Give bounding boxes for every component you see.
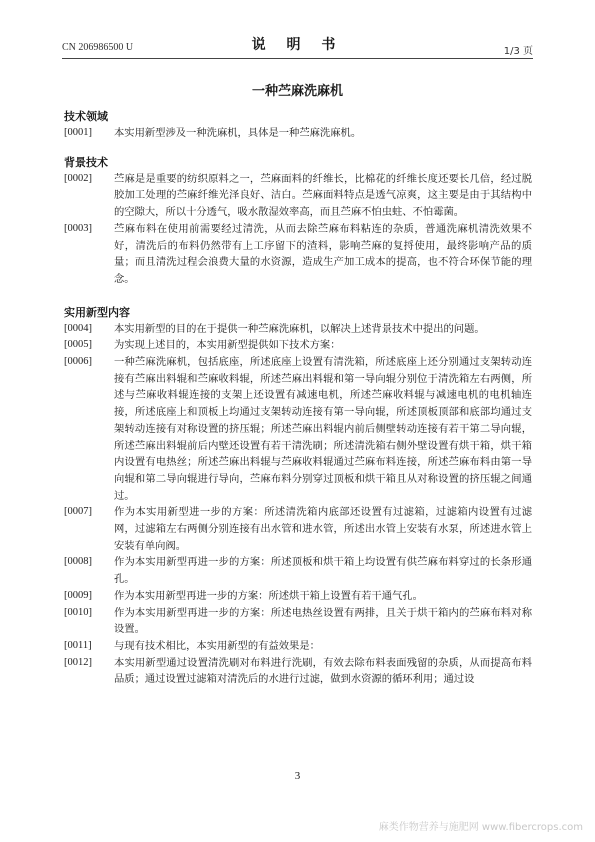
paragraph-text: 作为本实用新型再进一步的方案：所述顶板和烘干箱上均设置有供苎麻布料穿过的长条形通孔。	[114, 556, 532, 586]
paragraph	[64, 337, 532, 354]
section-tech-field: 技术领域	[64, 110, 108, 123]
paragraph	[64, 171, 532, 221]
page-number: 3	[294, 770, 301, 782]
section-content: 实用新型内容	[64, 305, 130, 319]
page-of: 1/3 页	[503, 46, 533, 57]
paragraph	[64, 221, 532, 288]
paragraph-number: [0002]	[64, 172, 92, 184]
paragraph-text: 苎麻布料在使用前需要经过清洗，从而去除苎麻布料粘连的杂质，普通洗麻机清洗效果不好，清洗后的布料仍然带有上工序留下的渣料，影响苎麻的复捋使用，最终影响产品的质量；而且清洗过程会浪费大量的水资源，造成生产加工成本的提高，也不符合环保节能的理念。	[114, 222, 532, 285]
header-title: 说 明 书	[251, 37, 344, 53]
paragraph-number: [0004]	[64, 322, 92, 334]
watermark: 麻类作物营养与施肥网 www.fibercrops.com	[378, 822, 583, 833]
paragraph	[64, 125, 532, 142]
paragraph-text: 作为本实用新型进一步的方案：所述清洗箱内底部还设置有过滤箱，过滤箱内设置有过滤网，过滤箱左右两侧分别连接有出水管和进水管，所述出水管上安装有水泵，所述进水管上安装有单向阀。	[114, 506, 532, 552]
paragraph-number: [0009]	[64, 589, 92, 601]
document-body	[64, 108, 532, 688]
paragraph-number: [0001]	[64, 127, 92, 138]
paragraph	[64, 655, 532, 688]
paragraph-number: [0007]	[64, 506, 92, 518]
paragraph-number: [0012]	[64, 656, 92, 668]
doc-title: 一种苎麻洗麻机	[251, 84, 343, 99]
paragraph	[64, 554, 532, 587]
paragraph-text: 作为本实用新型再进一步的方案：所述电热丝设置有两排，且关于烘干箱内的苎麻布料对称设置。	[114, 606, 532, 636]
paragraph-text: 为实现上述目的，本实用新型提供如下技术方案：	[114, 339, 341, 352]
paragraph-text: 本实用新型通过设置清洗刷对布料进行洗刷，有效去除布料表面残留的杂质，从而提高布料品质；通过设置过滤箱对清洗后的水进行过滤，做到水资源的循环利用；通过设	[114, 656, 532, 686]
paragraph	[64, 321, 532, 338]
header-divider	[62, 58, 533, 59]
section-background: 背景技术	[64, 155, 108, 169]
paragraph-text: 本实用新型涉及一种洗麻机，具体是一种苎麻洗麻机。	[114, 127, 362, 139]
paragraph	[64, 354, 532, 504]
paragraph-text: 本实用新型的目的在于提供一种苎麻洗麻机，以解决上述背景技术中提出的问题。	[114, 322, 485, 335]
paragraph	[64, 638, 532, 655]
doc-number: CN 206986500 U	[62, 42, 134, 53]
paragraph-number: [0006]	[64, 356, 92, 368]
page-header	[62, 34, 533, 56]
paragraph-number: [0005]	[64, 339, 92, 351]
paragraph-number: [0011]	[64, 639, 92, 651]
paragraph-number: [0010]	[64, 606, 92, 618]
paragraph-number: [0008]	[64, 556, 92, 568]
paragraph-text: 一种苎麻洗麻机，包括底座，所述底座上设置有清洗箱，所述底座上还分别通过支架转动连接有苎麻出料辊和苎麻收料辊，所述苎麻出料辊和第一导向辊分别位于清洗箱左右两侧，所述与苎麻收料辊连接的支架上还设置有减速电机，所述苎麻收料辊与减速电机的电机轴连接，所述底座上和顶板上均通过支架转动连接有第一导向辊，所述顶板顶部和底部均通过支架转动连接有对称设置的挤压辊；所述苎麻出料辊内前后侧壁转动连接有若干第二导向辊，所述苎麻出料辊前后内壁还设置有若干清洗刷；所述清洗箱右侧外壁设置有烘干箱，烘干箱内设置有电热丝；所述苎麻出料辊与苎麻收料辊通过苎麻布料连接，所述苎麻布料由第一导向辊和第二导向辊进行导向，苎麻布料分别穿过顶板和烘干箱且从对称设置的挤压辊之间通过。	[114, 356, 532, 502]
paragraph-number: [0003]	[64, 222, 92, 234]
paragraph	[64, 605, 532, 638]
paragraph-text: 与现有技术相比，本实用新型的有益效果是：	[114, 639, 320, 652]
paragraph-text: 苎麻是是重要的纺织原料之一，苎麻面料的纤维长，比棉花的纤维长度还要长几倍，经过脱胶加工处理的苎麻纤维光泽良好、洁白。苎麻面料特点是透气凉爽，这主要是由于其结构中的空隙大，所以十分透气，吸水散湿效率高，而且苎麻不怕虫蛀、不怕霉菌。	[114, 172, 532, 219]
paragraph	[64, 588, 532, 605]
paragraph-text: 作为本实用新型再进一步的方案：所述烘干箱上设置有若干通气孔。	[114, 589, 423, 602]
paragraph	[64, 504, 532, 554]
